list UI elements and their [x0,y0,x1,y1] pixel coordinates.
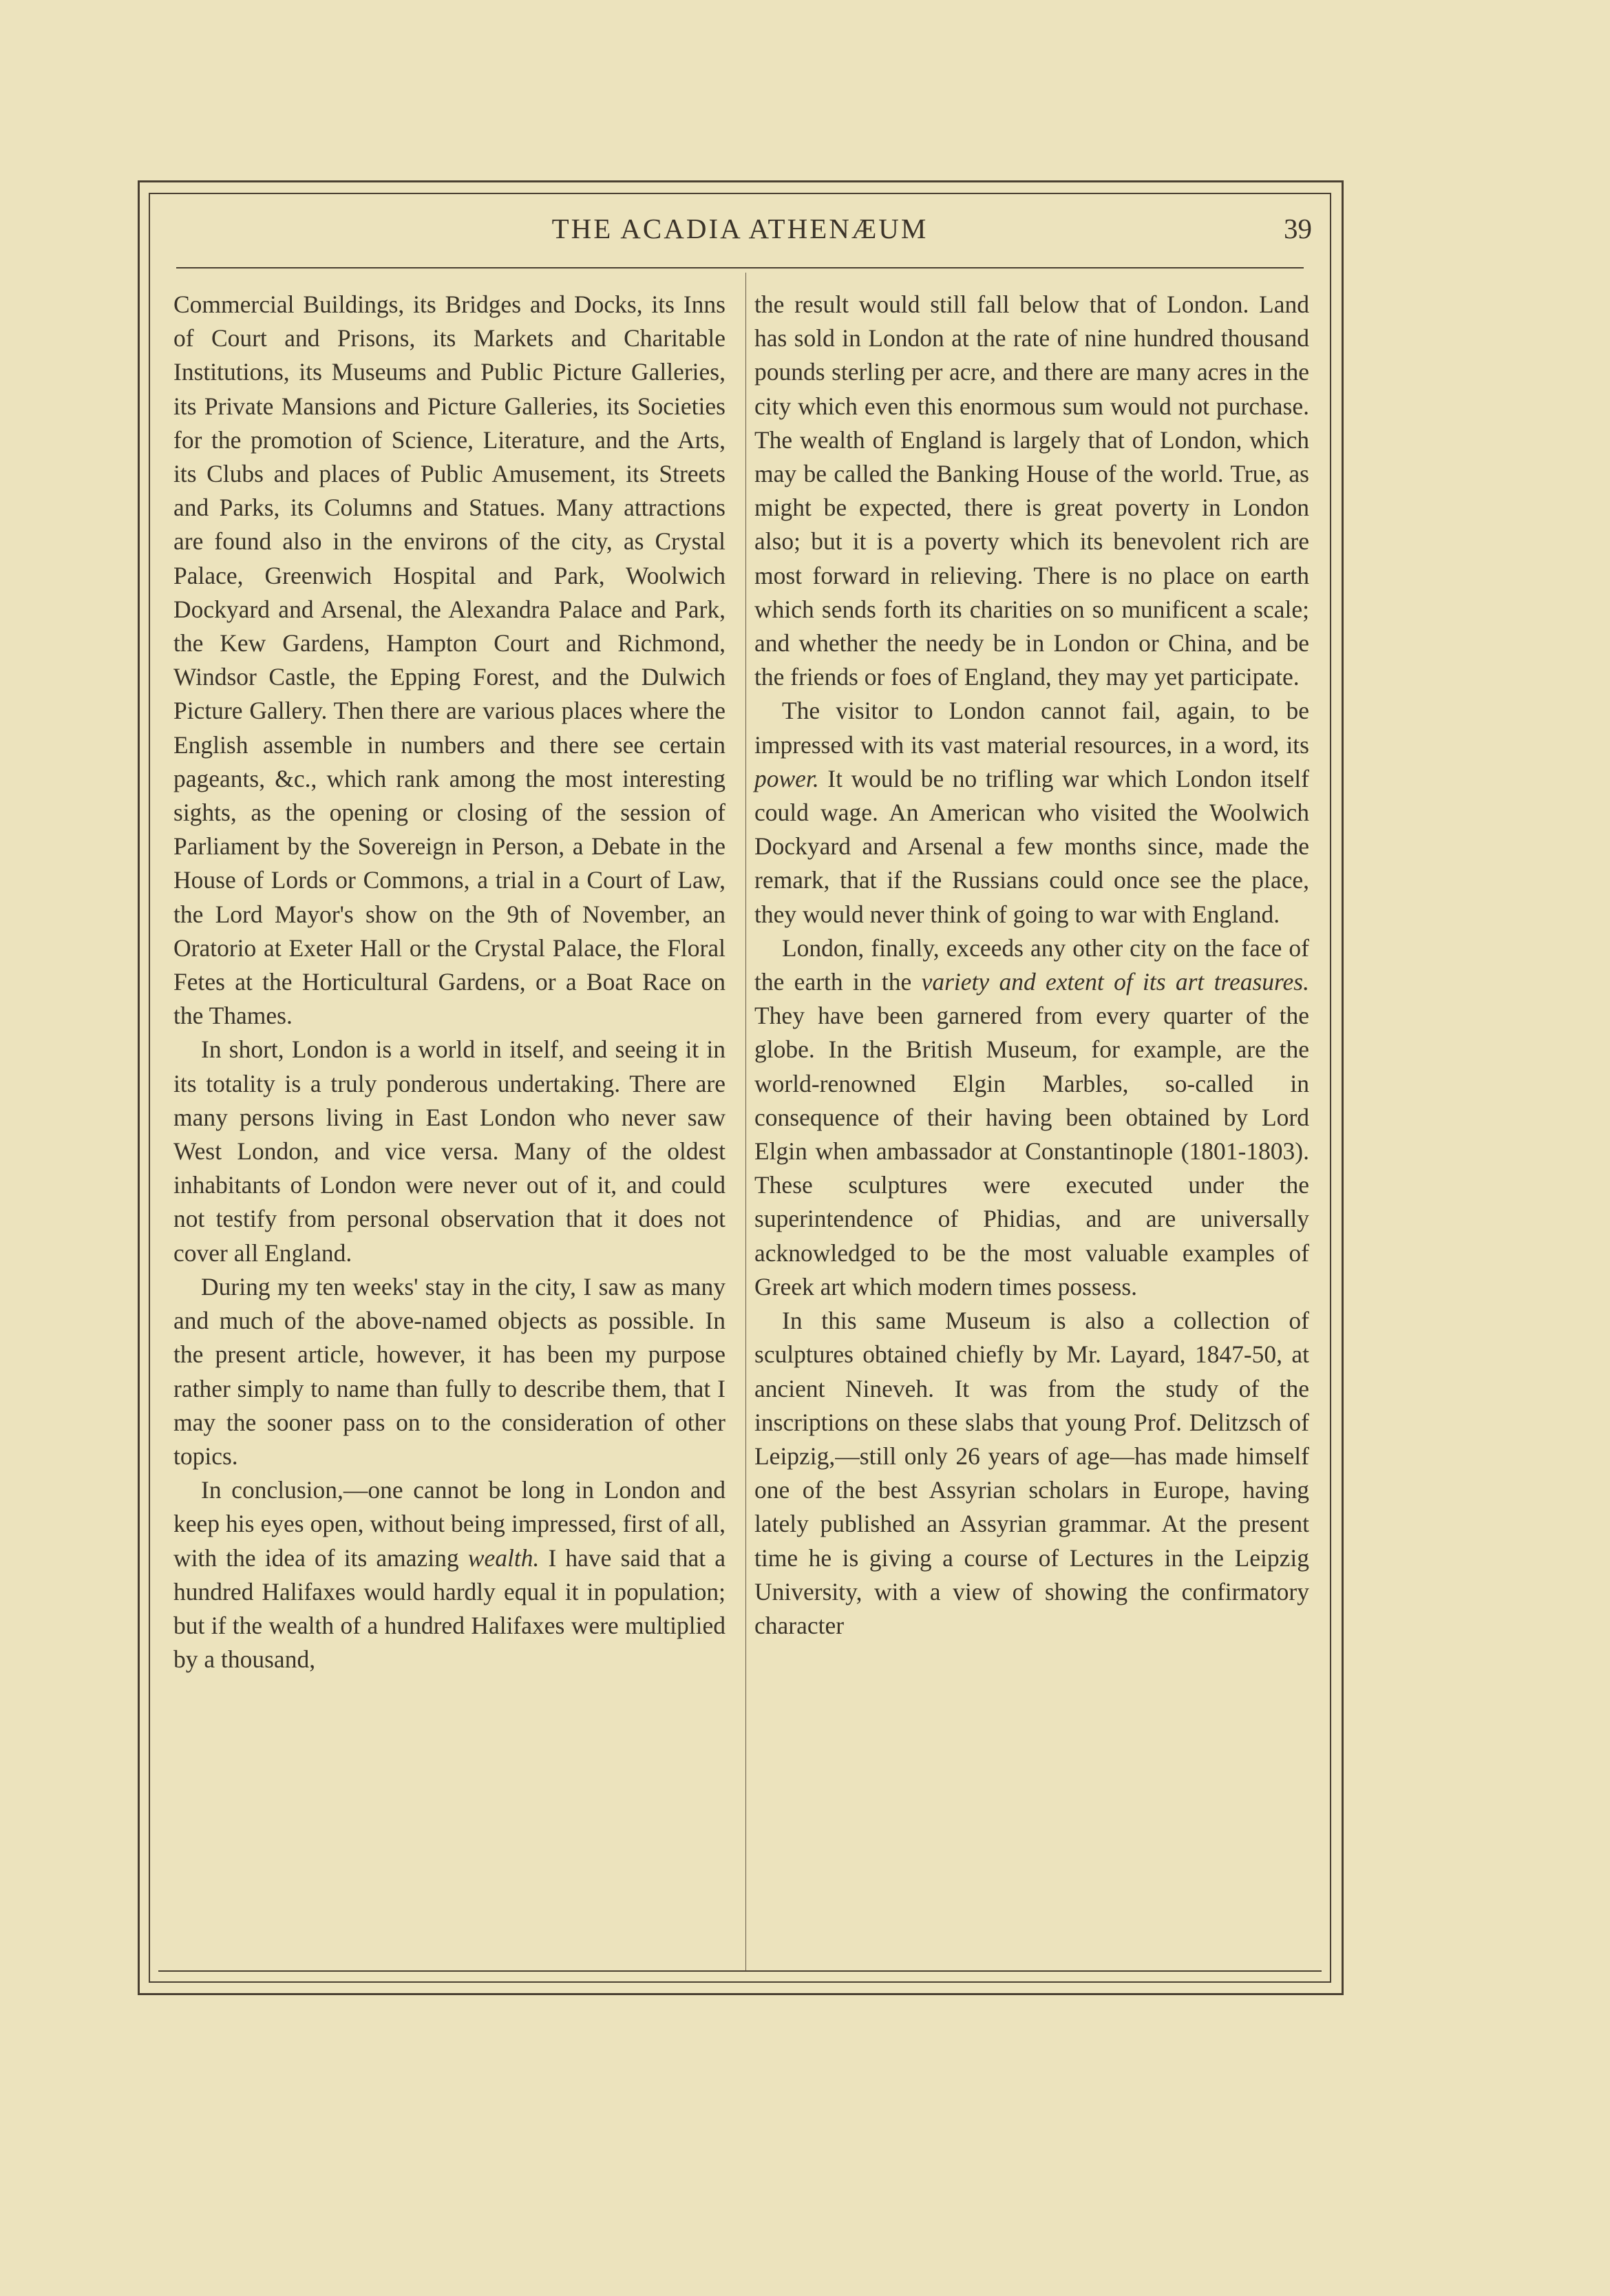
right-column [754,288,1309,1643]
emphasis: power. [754,764,819,792]
running-header [149,207,1331,255]
text-run: It would be no trifling war which London itself could wage. An American who visited the Woolwich Dockyard and Arsenal a few months since, made the remark, that if the Russians could once see the place, they would never think of going to war with England. [754,764,1309,928]
column-divider [745,273,746,1970]
paragraph: During my ten weeks' stay in the city, I saw as many and much of the above-named objects as possible. In the present article, however, it has been my purpose rather simply to name than fully to describe them, that I may the sooner pass on to the consideration of other topics. [173,1272,725,1470]
paragraph: the result would still fall below that of London. Land has sold in London at the rate of nine hundred thousand pounds sterling per acre, and there are many acres in the city which even this enormous sum would not purchase. The wealth of England is largely that of London, which may be called the Banking House of the world. True, as might be expected, there is great poverty in London also; but it is a poverty which its benevolent rich are most forward in relieving. There is no place on earth which sends forth its charities on so munificent a scale; and whether the needy be in London or China, and be the friends or foes of England, they may yet participate. [754,291,1309,691]
text-run: London, finally, exceeds any other city on the face of the earth in the [754,934,1309,996]
journal-title: THE ACADIA ATHENÆUM [551,213,929,244]
paragraph [754,931,1309,1304]
text-run: The visitor to London cannot fail, again, to be impressed with its vast material resources, in a word, its [754,697,1309,759]
text-run: In conclusion,—one cannot be long in London and keep his eyes open, without being impressed, first of all, with the idea of its amazing [173,1476,725,1572]
header-rule [176,267,1304,268]
paragraph: In this same Museum is also a collection of sculptures obtained chiefly by Mr. Layard, 1847-50, at ancient Nineveh. It was from the study of the inscriptions on these slabs that young Prof. Delitzsch of Leipzig,—still only 26 years of age—has made himself one of the best Assyrian scholars in Europe, having lately published an Assyrian grammar. At the present time he is giving a course of Lectures in the Leipzig University, with a view of showing the confirmatory character [754,1307,1309,1639]
text-run: I have said that a hundred Halifaxes would hardly equal it in population; but if the wealth of a hundred Halifaxes were multiplied by a thousand, [173,1544,726,1674]
emphasis: variety and extent of its art treasures. [921,968,1309,996]
footer-rule [158,1970,1322,1972]
text-run: They have been garnered from every quarter of the globe. In the British Museum, for example, are the world-renowned Elgin Marbles, so-called in consequence of their having been obtained by Lord Elgin when ambassador at Constantinople (1801-1803). These sculptures were executed under the superintendence of Phidias, and are universally acknowledged to be the most valuable examples of Greek art which modern times possess. [754,1002,1309,1300]
emphasis: wealth. [467,1544,540,1572]
paragraph [173,1473,725,1676]
page-number: 39 [1284,213,1312,244]
paragraph: In short, London is a world in itself, and seeing it in its totality is a truly ponderous undertaking. There are many persons living in East London who never saw West London, and vice versa. Many of the oldest inhabitants of London were never out of it, and could not testify from personal observation that it does not cover all England. [173,1035,725,1267]
paragraph: Commercial Buildings, its Bridges and Docks, its Inns of Court and Prisons, its Markets and Charitable Institutions, its Museums and Public Picture Galleries, its Private Mansions and Picture Galleries, its Societies for the promotion of Science, Literature, and the Arts, its Clubs and places of Public Amusement, its Streets and Parks, its Columns and Statues. Many attractions are found also in the environs of the city, as Crystal Palace, Greenwich Hospital and Park, Woolwich Dockyard and Arsenal, the Alexandra Palace and Park, the Kew Gardens, Hampton Court and Richmond, Windsor Castle, the Epping Forest, and the Dulwich Picture Gallery. Then there are various places where the English assemble in numbers and there see certain pageants, &c., which rank among the most interesting sights, as the opening or closing of the session of Parliament by the Sovereign in Person, a Debate in the House of Lords or Commons, a trial in a Court of Law, the Lord Mayor's show on the 9th of November, an Oratorio at Exeter Hall or the Crystal Palace, the Floral Fetes at the Horticultural Gardens, or a Boat Race on the Thames. [173,291,725,1030]
left-column [173,288,725,1676]
paragraph [754,694,1309,931]
